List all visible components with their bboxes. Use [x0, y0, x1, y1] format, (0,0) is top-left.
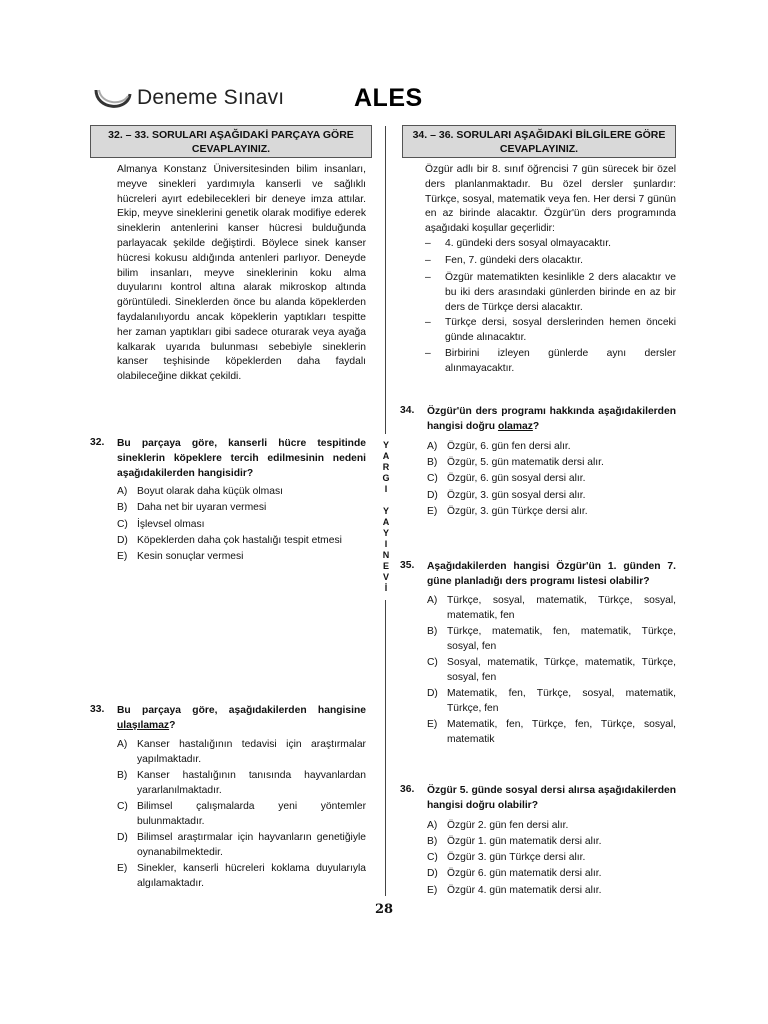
condition-item: – Türkçe dersi, sosyal derslerinden hemen önceki günde alınacaktır.	[425, 317, 676, 343]
option-36-b[interactable]	[427, 835, 676, 850]
option-text: Kanser hastalığının tedavisi için araştırmalar yapılmaktadır.	[137, 739, 366, 765]
option-34-d[interactable]	[427, 489, 676, 504]
option-letter: E)	[427, 719, 438, 730]
option-letter: C)	[117, 801, 128, 812]
option-text: Kanser hastalığının tanısında hayvanlardan yararlanılmaktadır.	[137, 770, 366, 796]
option-text: Bilimsel araştırmalar için hayvanların genetiğiyle oynanabilmektedir.	[137, 832, 366, 858]
option-text: Bilimsel çalışmalarda yeni yöntemler bulunmaktadır.	[137, 801, 366, 827]
question-33-text: Bu parçaya göre, aşağıdakilerden hangisine ulaşılamaz?	[117, 705, 366, 731]
option-letter: A)	[427, 820, 438, 831]
option-text: Özgür 3. gün Türkçe dersi alır.	[447, 852, 586, 863]
option-letter: B)	[427, 836, 438, 847]
option-36-a[interactable]	[427, 819, 676, 834]
side-letter: A	[382, 517, 390, 527]
option-33-a[interactable]	[117, 738, 366, 768]
option-34-e[interactable]	[427, 505, 676, 520]
side-letter: İ	[384, 583, 388, 593]
option-text: Özgür, 6. gün fen dersi alır.	[447, 441, 571, 452]
info-text: Özgür adlı bir 8. sınıf öğrencisi 7 gün sürecek bir özel ders planlanmaktadır. Bu özel dersler şunlardır: Türkçe, sosyal, matematik veya fen. Her dersi 7 günün en az birinde alacaktır. Özgür'ün ders programında aşağıdaki koşullar geçerlidir:	[425, 164, 676, 235]
brand-name: Deneme Sınavı	[137, 86, 285, 109]
option-letter: D)	[427, 490, 438, 501]
option-letter: B)	[117, 770, 128, 781]
option-32-d[interactable]	[117, 534, 366, 549]
option-text: Özgür, 5. gün matematik dersi alır.	[447, 457, 604, 468]
option-letter: C)	[427, 657, 438, 668]
condition-item: – Özgür matematikten kesinlikle 2 ders alacaktır ve bu iki ders arasındaki günlerden birinde en az bir ders de Türkçe dersi alacaktır.	[425, 272, 676, 313]
option-text: Matematik, fen, Türkçe, sosyal, matematik, Türkçe, fen	[447, 688, 676, 714]
option-text: Özgür 2. gün fen dersi alır.	[447, 820, 569, 831]
option-text: Türkçe, sosyal, matematik, Türkçe, sosyal, matematik, fen	[447, 595, 676, 621]
option-letter: D)	[427, 688, 438, 699]
option-letter: A)	[427, 441, 438, 452]
option-33-b[interactable]	[117, 769, 366, 799]
option-text: Daha net bir uyaran vermesi	[137, 502, 267, 513]
question-number-33: 33.	[90, 704, 105, 715]
question-35-text: Aşağıdakilerden hangisi Özgür'ün 1. günden 7. güne planladığı ders programı listesi olabilir?	[427, 561, 676, 587]
option-34-b[interactable]	[427, 456, 676, 471]
option-letter: C)	[117, 519, 128, 530]
option-letter: C)	[427, 852, 438, 863]
option-text: Özgür, 6. gün sosyal dersi alır.	[447, 473, 586, 484]
question-number-35: 35.	[400, 560, 415, 571]
instruction-box-34-36: 34. – 36. SORULARI AŞAĞIDAKİ BİLGİLERE GÖRE CEVAPLAYINIZ.	[402, 125, 676, 158]
option-32-c[interactable]	[117, 518, 366, 533]
option-35-b[interactable]	[427, 625, 676, 655]
side-letter: Y	[382, 506, 389, 516]
option-letter: A)	[427, 595, 438, 606]
option-text: Özgür 4. gün matematik dersi alır.	[447, 885, 602, 896]
side-letter: Y	[382, 440, 389, 450]
condition-item: – 4. gündeki ders sosyal olmayacaktır.	[425, 238, 611, 249]
option-text: Özgür 1. gün matematik dersi alır.	[447, 836, 602, 847]
brand-logo-icon	[92, 84, 132, 114]
option-34-a[interactable]	[427, 440, 676, 455]
option-text: Sosyal, matematik, Türkçe, matematik, Türkçe, sosyal, fen	[447, 657, 676, 683]
condition-item: – Fen, 7. gündeki ders olacaktır.	[425, 255, 583, 266]
page-number: 28	[374, 902, 394, 917]
option-35-a[interactable]	[427, 594, 676, 624]
column-divider-top	[385, 126, 386, 434]
condition-item: – Birbirini izleyen günlerde aynı dersler alınmayacaktır.	[425, 348, 676, 374]
side-letter: N	[382, 550, 390, 560]
question-number-36: 36.	[400, 784, 415, 795]
exam-title: ALES	[354, 84, 423, 112]
question-number-34: 34.	[400, 405, 415, 416]
option-letter: E)	[117, 551, 128, 562]
option-32-b[interactable]	[117, 501, 366, 516]
option-letter: D)	[427, 868, 438, 879]
option-letter: B)	[427, 457, 438, 468]
side-letter: I	[384, 484, 388, 494]
column-divider-bottom	[385, 600, 386, 896]
option-letter: E)	[117, 863, 128, 874]
option-33-c[interactable]	[117, 800, 366, 830]
option-letter: A)	[117, 739, 128, 750]
option-letter: D)	[117, 535, 128, 546]
option-32-a[interactable]	[117, 485, 366, 500]
option-35-c[interactable]	[427, 656, 676, 686]
option-text: Sinekler, kanserli hücreleri koklama duyularıyla algılamaktadır.	[137, 863, 366, 889]
option-letter: B)	[427, 626, 438, 637]
question-32-text: Bu parçaya göre, kanserli hücre tespitinde sineklerin köpeklere tercih edilmesinin nedeni aşağıdakilerden hangisidir?	[117, 438, 366, 479]
option-33-e[interactable]	[117, 862, 366, 892]
option-text: Köpeklerden daha çok hastalığı tespit etmesi	[137, 535, 342, 546]
option-35-d[interactable]	[427, 687, 676, 717]
option-letter: C)	[427, 473, 438, 484]
option-text: Matematik, fen, Türkçe, fen, Türkçe, sosyal, matematik	[447, 719, 676, 745]
option-35-e[interactable]	[427, 718, 676, 748]
option-33-d[interactable]	[117, 831, 366, 861]
option-text: Özgür 6. gün matematik dersi alır.	[447, 868, 602, 879]
option-36-c[interactable]	[427, 851, 676, 866]
question-number-32: 32.	[90, 437, 105, 448]
option-text: Boyut olarak daha küçük olması	[137, 486, 283, 497]
option-34-c[interactable]	[427, 472, 676, 487]
question-34-text: Özgür'ün ders programı hakkında aşağıdakilerden hangisi doğru olamaz?	[427, 406, 676, 432]
side-letter: A	[382, 451, 390, 461]
option-32-e[interactable]	[117, 550, 366, 565]
side-letter: I	[384, 539, 388, 549]
option-letter: B)	[117, 502, 128, 513]
side-letter: R	[382, 462, 390, 472]
side-letter: G	[382, 473, 390, 483]
option-text: İşlevsel olması	[137, 519, 205, 530]
option-text: Türkçe, matematik, fen, matematik, Türkçe, sosyal, fen	[447, 626, 676, 652]
option-36-e[interactable]	[427, 884, 676, 899]
option-text: Özgür, 3. gün sosyal dersi alır.	[447, 490, 586, 501]
option-letter: A)	[117, 486, 128, 497]
option-letter: E)	[427, 885, 438, 896]
option-letter: E)	[427, 506, 438, 517]
option-text: Kesin sonuçlar vermesi	[137, 551, 244, 562]
instruction-box-32-33: 32. – 33. SORULARI AŞAĞIDAKİ PARÇAYA GÖRE CEVAPLAYINIZ.	[90, 125, 372, 158]
side-letter: E	[382, 561, 389, 571]
option-text: Özgür, 3. gün Türkçe dersi alır.	[447, 506, 588, 517]
question-36-text: Özgür 5. günde sosyal dersi alırsa aşağıdakilerden hangisi doğru olabilir?	[427, 785, 676, 811]
option-36-d[interactable]	[427, 867, 676, 882]
side-letter: V	[382, 572, 389, 582]
option-letter: D)	[117, 832, 128, 843]
passage-text: Almanya Konstanz Üniversitesinden bilim insanları, meyve sinekleri yardımıyla kanserli ve sağlıklı hücreleri ayırt edebilecekleri bir deneye imza attılar. Ekip, meyve sineklerini genetik olarak modifiye ederek sineklerin antenlerini kanser hücresi bulduğunda parlayacak şekilde değiştirdi. Böylece sinek kanser hücresi kokusu aldığında antenleri parlıyor. Deneyde bilim insanları, meyve sineklerinin koku alma duyularını kontrol altına alarak mikroskop altında görüntüledi. Sineklerden önce bu alanda köpeklerden faydalanılıyordu ancak köpeklerin yaptıkları tespitte her zaman yaptıkları gibi sadece oturarak veya ayağa kalkarak uyarıda bulunması sebebiyle sineklerin kanser teşhisinde köpeklerden daha faydalı olabileceğine dikkat çekildi.	[117, 164, 366, 383]
side-letter: Y	[382, 528, 389, 538]
